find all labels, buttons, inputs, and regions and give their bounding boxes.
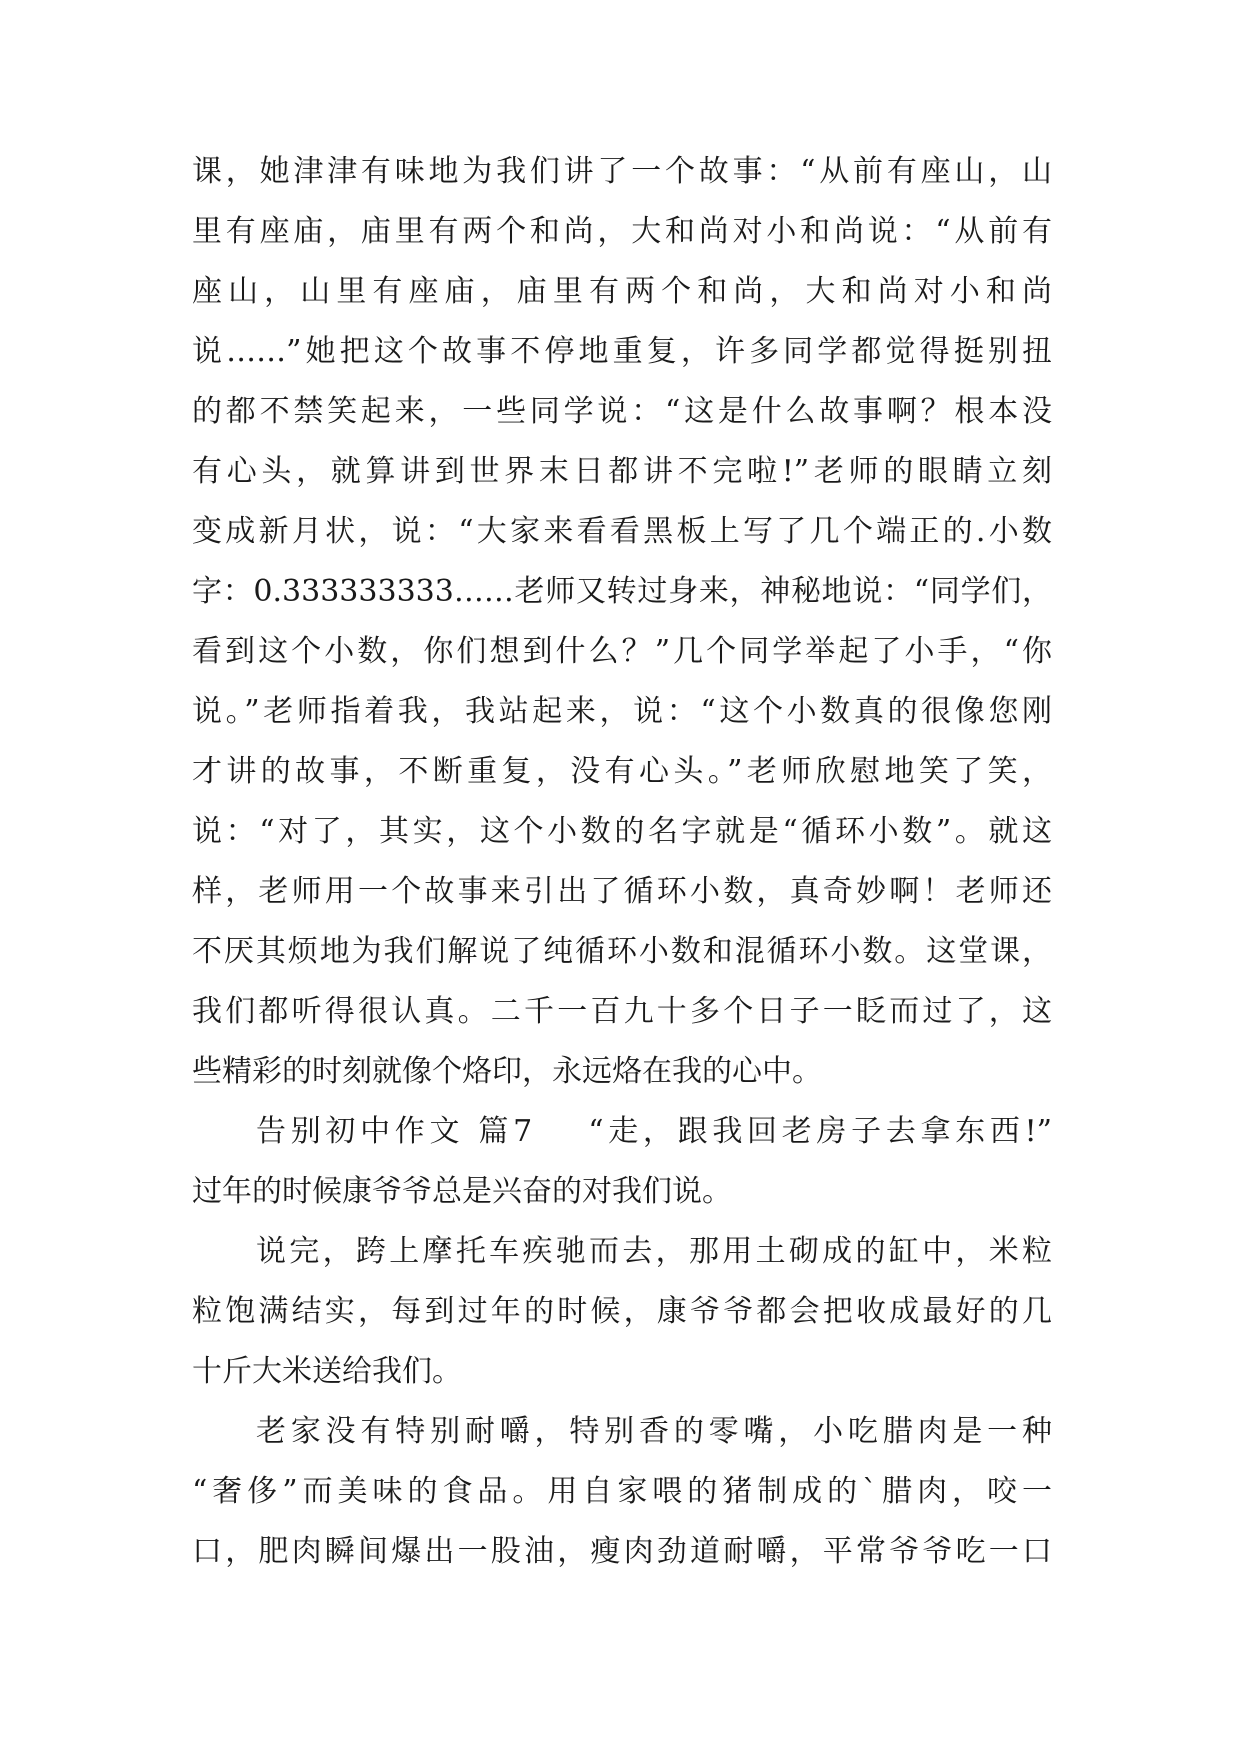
- text-line: 过年的时候康爷爷总是兴奋的对我们说。: [192, 1174, 732, 1209]
- text-line: 不厌其烦地为我们解说了纯循环小数和混循环小数。这堂课，: [192, 934, 1052, 969]
- text-line: 座山，山里有座庙，庙里有两个和尚，大和尚对小和尚: [192, 274, 1052, 309]
- text-line: 粒饱满结实，每到过年的时候，康爷爷都会把收成最好的几: [192, 1294, 1052, 1329]
- document-body: [192, 142, 1052, 1582]
- text-line: 有心头，就算讲到世界末日都讲不完啦!”老师的眼睛立刻: [192, 454, 1052, 489]
- text-line: 字：0.333333333……老师又转过身来，神秘地说：“同学们，: [192, 574, 1052, 609]
- text-line: 老家没有特别耐嚼，特别香的零嘴，小吃腊肉是一种: [256, 1414, 1052, 1449]
- text-line: 才讲的故事，不断重复，没有心头。”老师欣慰地笑了笑，: [192, 754, 1052, 789]
- text-line: 样，老师用一个故事来引出了循环小数，真奇妙啊！老师还: [192, 874, 1052, 909]
- text-line: 说。”老师指着我，我站起来，说：“这个小数真的很像您刚: [192, 694, 1052, 729]
- section-heading-quote: “走，跟我回老房子去拿东西!”: [588, 1114, 1052, 1149]
- section-heading-label: 告别初中作文 篇7: [256, 1114, 533, 1149]
- text-line: 的都不禁笑起来，一些同学说：“这是什么故事啊？根本没: [192, 394, 1052, 429]
- text-line: 说：“对了，其实，这个小数的名字就是“循环小数”。就这: [192, 814, 1052, 849]
- text-line: 说完，跨上摩托车疾驰而去，那用土砌成的缸中，米粒: [256, 1234, 1052, 1269]
- text-line: 里有座庙，庙里有两个和尚，大和尚对小和尚说：“从前有: [192, 214, 1052, 249]
- text-line: 我们都听得很认真。二千一百九十多个日子一眨而过了，这: [192, 994, 1052, 1029]
- text-line: 口，肥肉瞬间爆出一股油，瘦肉劲道耐嚼，平常爷爷吃一口: [192, 1534, 1052, 1569]
- text-line: 看到这个小数，你们想到什么？”几个同学举起了小手，“你: [192, 634, 1052, 669]
- text-line: 变成新月状，说：“大家来看看黑板上写了几个端正的.小数: [192, 514, 1052, 549]
- text-line: 些精彩的时刻就像个烙印，永远烙在我的心中。: [192, 1054, 822, 1089]
- section-heading-line: [192, 1102, 1052, 1162]
- text-line: 说……”她把这个故事不停地重复，许多同学都觉得挺别扭: [192, 334, 1052, 369]
- text-line: 课，她津津有味地为我们讲了一个故事：“从前有座山，山: [192, 154, 1052, 189]
- text-line: 十斤大米送给我们。: [192, 1354, 462, 1389]
- text-line: “奢侈”而美味的食品。用自家喂的猪制成的`腊肉，咬一: [192, 1474, 1052, 1509]
